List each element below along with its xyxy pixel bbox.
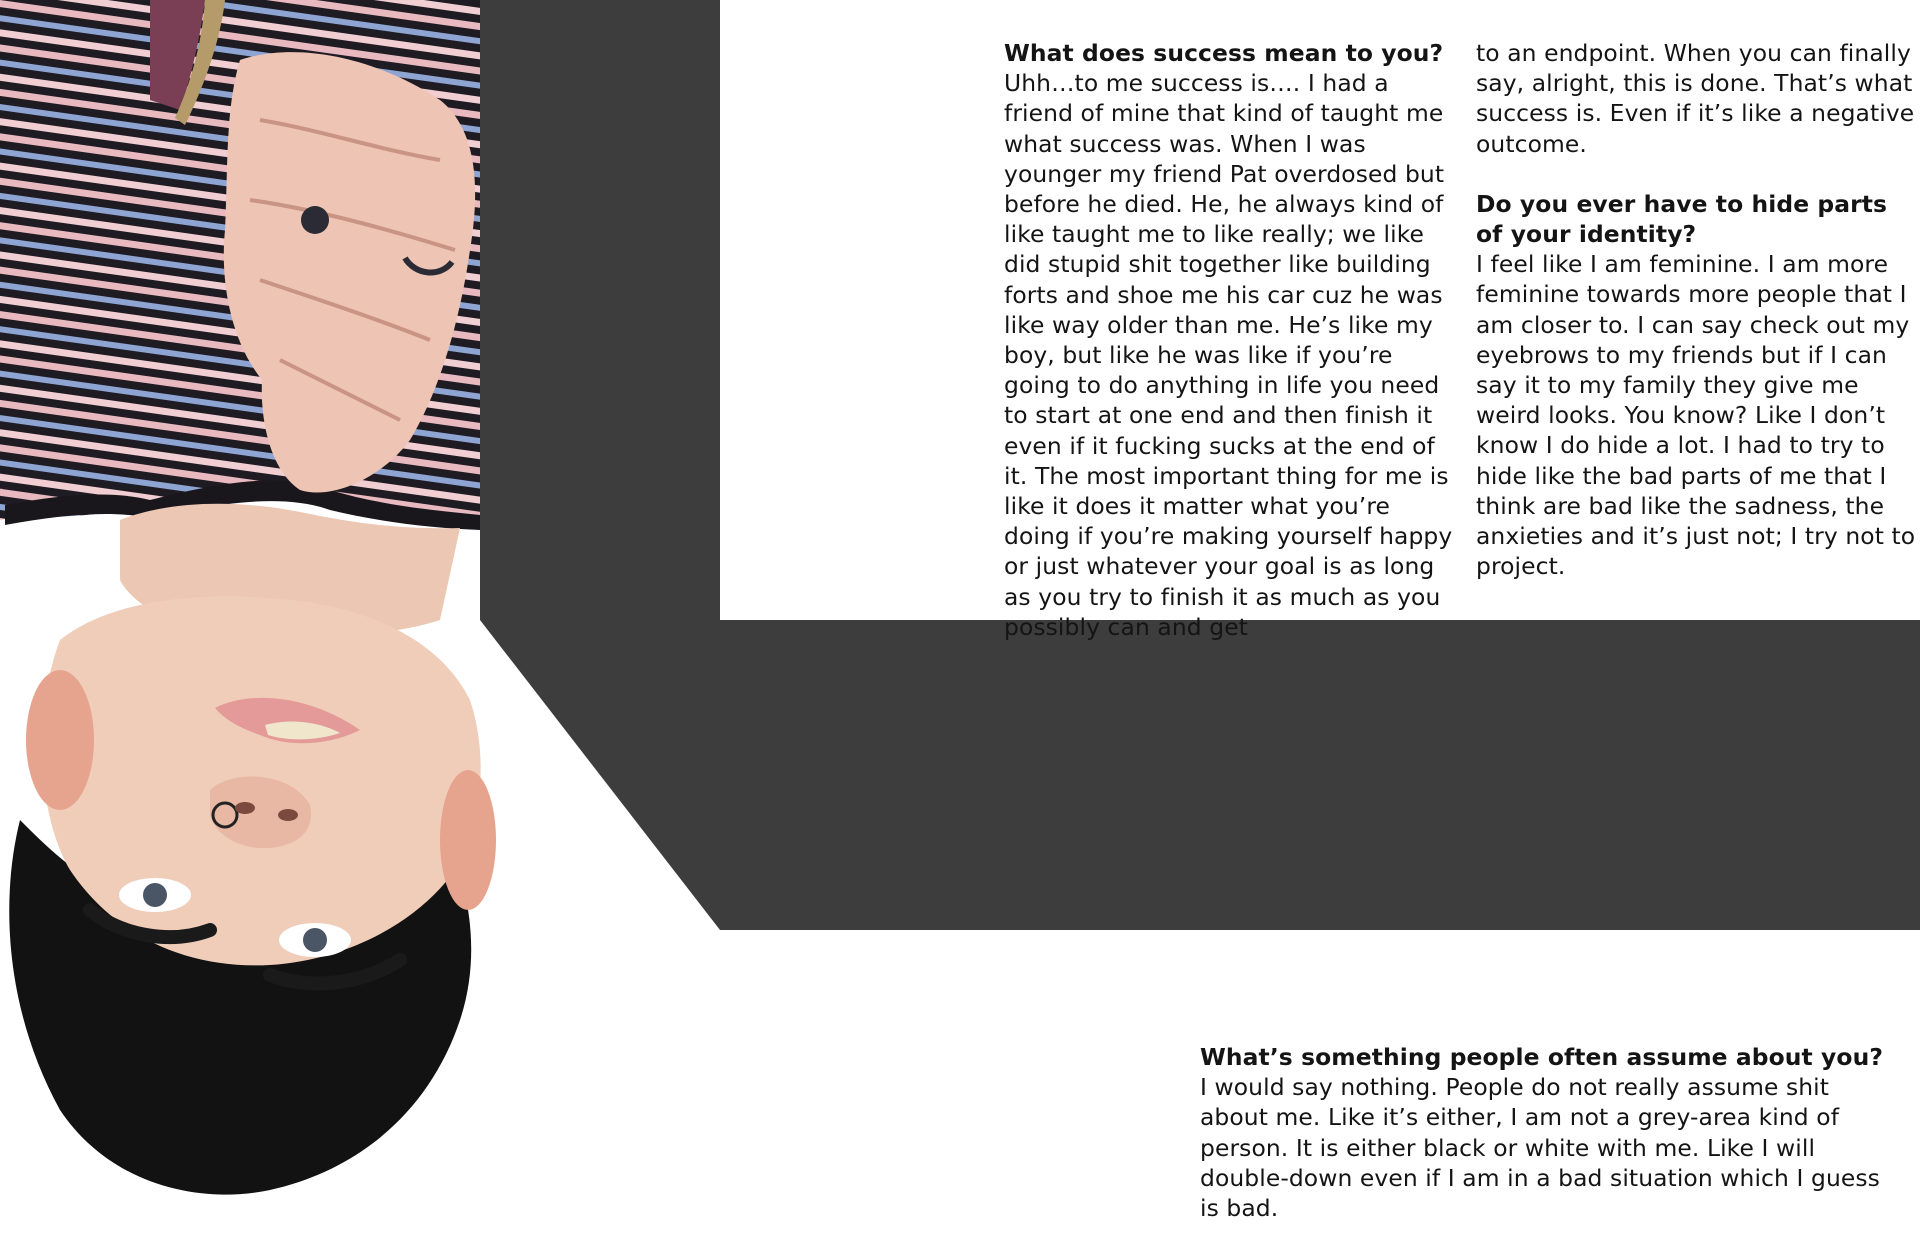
left-ear xyxy=(26,670,94,810)
qa-assumptions xyxy=(1200,1042,1900,1223)
question-success: What does success mean to you? xyxy=(1004,39,1444,67)
qa-identity xyxy=(1476,38,1920,581)
iris-left xyxy=(143,883,167,907)
right-ear xyxy=(440,770,496,910)
question-assumptions: What’s something people often assume about you? xyxy=(1200,1043,1883,1071)
answer-success-part1: Uhh…to me success is…. I had a friend of mine that kind of taught me what success was. When I was younger my friend Pat overdosed but before he died. He, he always kind of like taught me to like really; we like did stupid shit together like building forts and shoe me his car cuz he was like way older than me. He’s like my boy, but like he was like if you’re going to do anything in life you need to start at one end and then finish it even if it fucking sucks at the end of it. The most important thing for me is like it does it matter what you’re doing if you’re making yourself happy or just whatever your goal is as long as you try to finish it as much as you possibly can and get xyxy=(1004,69,1453,641)
answer-assumptions: I would say nothing. People do not really assume shit about me. Like it’s either, I am not a grey-area kind of person. It is either black or white with me. Like I will double-down even if I am in a bad situation which I guess is bad. xyxy=(1200,1073,1880,1223)
nostril-left xyxy=(235,802,255,814)
nostril-right xyxy=(278,809,298,821)
answer-identity: I feel like I am feminine. I am more feminine towards more people that I am closer to. I can say check out my eyebrows to my friends but if I can say it to my family they give me weird looks. You know? Like I don’t know I do hide a lot. I had to try to hide like the bad parts of me that I think are bad like the sadness, the anxieties and it’s just not; I try not to project. xyxy=(1476,250,1916,581)
iris-right xyxy=(303,928,327,952)
question-identity: Do you ever have to hide parts of your identity? xyxy=(1476,189,1888,249)
portrait-photo xyxy=(0,0,640,1242)
answer-success-part2: to an endpoint. When you can finally say, alright, this is done. That’s what success is. Even if it’s like a negative outcome. xyxy=(1476,39,1915,158)
finger-tattoo-sun xyxy=(301,206,329,234)
qa-success xyxy=(1004,38,1459,642)
